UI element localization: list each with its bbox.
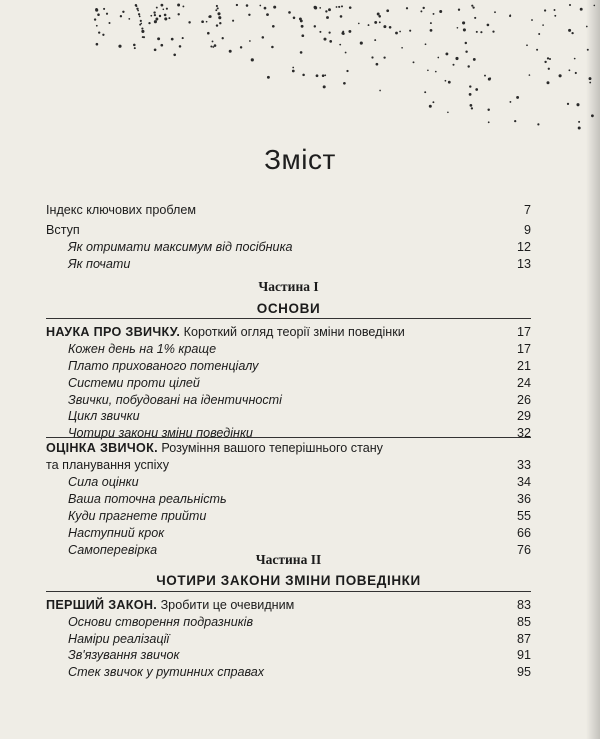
toc-subentry-label: Самоперевірка <box>68 543 158 557</box>
decorative-dot <box>154 20 157 23</box>
decorative-dot <box>578 121 580 123</box>
decorative-dot <box>377 13 380 16</box>
decorative-dot <box>302 74 305 77</box>
decorative-dot <box>341 5 343 7</box>
decorative-dot <box>300 51 303 54</box>
decorative-dot <box>406 7 408 9</box>
decorative-dot <box>155 18 158 21</box>
decorative-dot <box>208 16 210 18</box>
decorative-dot <box>160 44 163 47</box>
toc-page-number: 12 <box>516 240 531 254</box>
decorative-dot <box>163 9 165 11</box>
decorative-dot <box>526 44 528 46</box>
decorative-dot <box>215 9 217 11</box>
decorative-dot <box>554 9 556 11</box>
decorative-dot <box>179 45 182 48</box>
decorative-dot <box>424 91 426 93</box>
decorative-dot <box>108 22 110 24</box>
decorative-dot <box>207 32 210 35</box>
decorative-dot <box>463 28 466 31</box>
decorative-dot <box>98 31 100 33</box>
decorative-dot <box>448 81 451 84</box>
decorative-dot <box>389 26 392 29</box>
decorative-dot <box>487 109 489 111</box>
decorative-dot <box>314 6 317 9</box>
decorative-dot <box>484 75 486 77</box>
decorative-dot <box>157 37 160 40</box>
decorative-dot <box>439 10 442 13</box>
decorative-dot <box>345 52 347 54</box>
decorative-dot <box>494 11 496 13</box>
decorative-dot <box>559 74 562 77</box>
toc-page-number: 34 <box>516 475 531 489</box>
decorative-dot <box>538 33 540 35</box>
decorative-dot <box>140 23 142 25</box>
decorative-dot <box>575 72 577 74</box>
decorative-dot <box>214 44 217 47</box>
decorative-dot <box>470 104 473 107</box>
decorative-dot <box>509 101 511 103</box>
decorative-dot <box>293 17 296 20</box>
decorative-dot <box>128 18 130 20</box>
decorative-dot <box>182 5 184 7</box>
decorative-dot <box>339 44 341 46</box>
toc-subentry-label: Основи створення подразників <box>68 615 254 629</box>
part-2-label: Частина II <box>255 552 322 567</box>
decorative-dot <box>122 11 124 13</box>
decorative-dot <box>371 56 373 58</box>
decorative-dot <box>348 30 351 33</box>
decorative-dot <box>433 13 435 15</box>
decorative-dot <box>475 88 478 91</box>
decorative-dot <box>420 10 422 12</box>
decorative-dot <box>182 37 184 39</box>
decorative-dot <box>462 21 465 24</box>
toc-page-number: 87 <box>516 632 531 646</box>
decorative-dot <box>591 114 594 117</box>
decorative-dot <box>529 74 531 76</box>
toc-page-number: 21 <box>516 359 531 373</box>
decorative-dot <box>164 14 167 17</box>
section-heading: НАУКА ПРО ЗВИЧКУ. <box>46 325 181 339</box>
decorative-dot <box>267 76 270 79</box>
decorative-dot <box>576 103 579 106</box>
decorative-dot <box>240 46 242 48</box>
decorative-dot <box>251 58 254 61</box>
decorative-dot <box>324 74 326 76</box>
decorative-dot <box>342 32 344 34</box>
toc-entry-label: Вступ <box>46 223 80 237</box>
toc-subentry-label: Як почати <box>68 257 131 271</box>
decorative-dot <box>413 61 415 63</box>
decorative-dot <box>94 18 96 20</box>
decorative-dot <box>569 4 571 6</box>
decorative-dot <box>547 81 550 84</box>
decorative-dot <box>273 6 276 9</box>
decorative-dot <box>248 14 250 16</box>
decorative-dot <box>148 22 150 24</box>
decorative-dot <box>164 17 167 20</box>
decorative-dot <box>427 69 429 71</box>
section-heading: ПЕРШИЙ ЗАКОН. <box>46 598 158 612</box>
toc-page-number: 26 <box>516 393 531 407</box>
decorative-dot <box>236 4 238 6</box>
decorative-dot <box>425 43 427 45</box>
decorative-dot <box>264 7 267 10</box>
decorative-dot <box>97 13 100 16</box>
decorative-dot <box>378 15 381 18</box>
toc-subentry-label: Цикл звички <box>68 409 140 423</box>
decorative-dot <box>141 30 144 33</box>
decorative-dot <box>300 19 303 22</box>
decorative-dot <box>509 15 511 17</box>
decorative-dot <box>516 96 519 99</box>
toc-subentry-label: Наміри реалізації <box>68 632 170 646</box>
decorative-dot <box>106 13 108 15</box>
toc-subentry-label: Куди прагнете прийти <box>68 509 207 523</box>
decorative-dot <box>216 24 218 26</box>
toc-subentry-label: Звички, побудовані на ідентичності <box>68 393 282 407</box>
decorative-dot <box>537 123 539 125</box>
decorative-dot <box>161 4 164 7</box>
decorative-dot <box>488 78 491 81</box>
decorative-dot <box>102 34 104 36</box>
decorative-dot <box>379 21 381 23</box>
decorative-dot <box>154 48 157 51</box>
toc-page-number: 29 <box>516 409 531 423</box>
decorative-dot <box>492 30 494 32</box>
decorative-dot <box>531 19 533 21</box>
decorative-dot <box>217 7 219 9</box>
toc-page-number: 9 <box>523 223 531 237</box>
decorative-dot <box>316 74 319 77</box>
decorative-dot <box>212 40 214 42</box>
decorative-dot <box>328 8 331 11</box>
decorative-dot <box>401 47 403 49</box>
toc-page-number: 76 <box>516 543 531 557</box>
decorative-dot <box>574 58 576 60</box>
decorative-dot <box>246 4 249 7</box>
decorative-dot <box>133 44 136 47</box>
decorative-dot <box>325 10 327 12</box>
decorative-dot <box>447 112 449 114</box>
decorative-dot <box>455 57 458 60</box>
decorative-dot <box>586 26 588 28</box>
section-subtitle: Короткий огляд теорії зміни поведінки <box>180 325 405 339</box>
decorative-dot <box>473 58 476 61</box>
decorative-dot <box>340 15 343 18</box>
decorative-dot <box>201 20 204 23</box>
decorative-dot <box>544 9 546 11</box>
decorative-dot <box>429 105 432 108</box>
decorative-dot <box>323 85 326 88</box>
decorative-dot <box>487 24 490 27</box>
decorative-dot <box>571 32 573 34</box>
decorative-dot <box>580 8 583 11</box>
decorative-dot <box>514 120 516 122</box>
decorative-dot <box>171 38 174 41</box>
decorative-dot <box>536 49 538 51</box>
decorative-dot <box>103 8 105 10</box>
decorative-dot <box>471 5 473 7</box>
toc-subentry-label: Стек звичок у рутинних справах <box>68 665 265 679</box>
decorative-dot <box>140 20 142 22</box>
decorative-dot <box>168 17 170 19</box>
decorative-dot <box>589 82 591 84</box>
decorative-dot <box>437 57 439 59</box>
decorative-dot <box>542 24 544 26</box>
toc-page-number: 17 <box>516 342 531 356</box>
decorative-dot <box>467 65 469 67</box>
decorative-dot <box>346 70 348 72</box>
decorative-dot <box>154 14 156 16</box>
toc-page-number: 33 <box>516 458 531 472</box>
decorative-dot <box>589 77 592 80</box>
decorative-dot <box>292 67 294 69</box>
decorative-dot <box>409 30 411 32</box>
decorative-dot <box>178 13 180 15</box>
decorative-dot <box>554 15 556 17</box>
decorative-dot <box>153 11 155 13</box>
decorative-dot <box>578 127 581 130</box>
toc-subentry-label: Зв'язування звичок <box>68 648 180 662</box>
decorative-dot <box>314 25 316 27</box>
toc-subentry-label: Як отримати максимум від посібника <box>68 240 293 254</box>
toc-page-number: 83 <box>516 598 531 612</box>
decorative-dot <box>383 56 385 58</box>
decorative-dot <box>430 29 433 32</box>
decorative-dot <box>232 20 234 22</box>
decorative-dot <box>399 31 401 33</box>
decorative-dot <box>458 9 460 11</box>
decorative-dot <box>156 7 158 9</box>
toc-page-number: 36 <box>516 492 531 506</box>
decorative-dot <box>379 90 381 92</box>
page-title: Зміст <box>264 144 336 175</box>
toc-page-number: 95 <box>516 665 531 679</box>
decorative-dot <box>210 45 212 47</box>
section-heading: ОЦІНКА ЗВИЧОК. <box>46 441 158 455</box>
decorative-dot <box>469 85 471 87</box>
decorative-dot <box>549 58 551 60</box>
decorative-dot <box>343 82 346 85</box>
decorative-dot <box>465 42 467 44</box>
toc-page-number: 55 <box>516 509 531 523</box>
section-subtitle: Зробити це очевидним <box>157 598 295 612</box>
toc-subentry-label: Наступний крок <box>68 526 165 540</box>
part-2-title: ЧОТИРИ ЗАКОНИ ЗМІНИ ПОВЕДІНКИ <box>156 573 421 588</box>
decorative-dot <box>134 47 136 49</box>
decorative-dot <box>593 5 595 7</box>
decorative-dot <box>432 101 434 103</box>
decorative-dot <box>206 21 208 23</box>
decorative-dot <box>568 69 570 71</box>
decorative-dot <box>548 68 550 70</box>
decorative-dot <box>544 61 546 63</box>
toc-page-number: 17 <box>516 325 531 339</box>
divider <box>46 437 531 438</box>
section-subtitle-line2: та планування успіху <box>46 458 169 472</box>
decorative-dot <box>395 32 398 35</box>
decorative-dot <box>96 43 99 46</box>
decorative-dot <box>159 15 161 17</box>
decorative-dot <box>143 36 145 38</box>
decorative-dot <box>587 49 589 51</box>
decorative-dot <box>301 25 304 28</box>
toc-page-number: 7 <box>523 203 531 217</box>
decorative-dot <box>262 36 265 39</box>
decorative-dot <box>336 6 338 8</box>
decorative-dot <box>177 4 180 7</box>
decorative-dot <box>329 31 331 33</box>
decorative-dot <box>95 9 98 12</box>
decorative-dot <box>323 38 326 41</box>
decorative-dot <box>139 16 141 18</box>
decorative-dot <box>568 29 571 32</box>
decorative-dot <box>229 50 232 53</box>
toc-page-number: 32 <box>516 426 531 440</box>
section-subtitle: Розуміння вашого теперішнього стану <box>157 441 383 455</box>
part-1-title: ОСНОВИ <box>256 301 321 316</box>
toc-subentry-label: Кожен день на 1% краще <box>68 342 217 356</box>
decorative-dot <box>383 25 386 28</box>
decorative-dot <box>135 5 137 7</box>
decorative-dot <box>96 25 98 27</box>
part-1-label: Частина I <box>258 279 319 294</box>
toc-subentry-label: Системи проти цілей <box>68 376 200 390</box>
decorative-dot <box>358 23 360 25</box>
decorative-dot <box>271 46 274 49</box>
decorative-dot <box>488 121 490 123</box>
decorative-dot <box>547 57 549 59</box>
decorative-dot <box>322 74 325 77</box>
decorative-dot <box>272 25 275 28</box>
toc-page-number: 13 <box>516 257 531 271</box>
decorative-dot <box>476 31 478 33</box>
decorative-dot <box>469 93 472 96</box>
decorative-dot <box>329 40 332 43</box>
decorative-dot <box>445 80 447 82</box>
decorative-dot <box>386 9 389 12</box>
decorative-dot <box>166 8 168 10</box>
decorative-dot <box>150 15 152 17</box>
toc-page-number: 85 <box>516 615 531 629</box>
decorative-dot <box>188 21 190 23</box>
decorative-dot <box>474 17 476 19</box>
decorative-dots <box>0 0 600 140</box>
toc-page-number: 91 <box>516 648 531 662</box>
decorative-dot <box>301 34 304 37</box>
decorative-dot <box>376 63 379 66</box>
decorative-dot <box>326 16 329 19</box>
decorative-dot <box>368 24 370 26</box>
decorative-dot <box>266 13 269 16</box>
decorative-dot <box>374 21 377 24</box>
decorative-dot <box>288 11 291 14</box>
toc-entry-label: Індекс ключових проблем <box>46 203 196 217</box>
toc-subentry-label: Ваша поточна реальність <box>68 492 227 506</box>
toc-subentry-label: Чотири закони зміни поведінки <box>68 426 253 440</box>
decorative-dot <box>118 45 121 48</box>
decorative-dot <box>138 13 140 15</box>
decorative-dot <box>472 6 474 8</box>
decorative-dot <box>338 6 340 8</box>
toc-subentry-label: Сила оцінки <box>68 475 139 489</box>
decorative-dot <box>173 54 176 57</box>
decorative-dot <box>218 16 221 19</box>
decorative-dot <box>471 107 473 109</box>
decorative-dot <box>137 10 139 12</box>
toc-page-number: 66 <box>516 526 531 540</box>
decorative-dot <box>430 22 432 24</box>
divider <box>46 591 531 592</box>
decorative-dot <box>360 42 363 45</box>
decorative-dot <box>217 12 220 15</box>
decorative-dot <box>319 7 321 9</box>
decorative-dot <box>567 103 569 105</box>
decorative-dot <box>342 31 344 33</box>
decorative-dot <box>216 5 218 7</box>
decorative-dot <box>349 6 352 9</box>
decorative-dot <box>457 27 459 29</box>
decorative-dot <box>445 52 448 55</box>
decorative-dot <box>141 28 143 30</box>
divider <box>46 318 531 319</box>
decorative-dot <box>374 39 376 41</box>
decorative-dot <box>120 15 122 17</box>
decorative-dot <box>480 31 482 33</box>
toc-page-number: 24 <box>516 376 531 390</box>
decorative-dot <box>222 37 224 39</box>
decorative-dot <box>259 5 261 7</box>
decorative-dot <box>435 71 437 73</box>
decorative-dot <box>219 22 221 24</box>
decorative-dot <box>423 7 425 9</box>
decorative-dot <box>465 50 467 52</box>
toc-subentry-label: Плато прихованого потенціалу <box>68 359 259 373</box>
decorative-dot <box>452 64 454 66</box>
decorative-dot <box>249 40 251 42</box>
decorative-dot <box>319 31 321 33</box>
decorative-dot <box>292 70 295 73</box>
